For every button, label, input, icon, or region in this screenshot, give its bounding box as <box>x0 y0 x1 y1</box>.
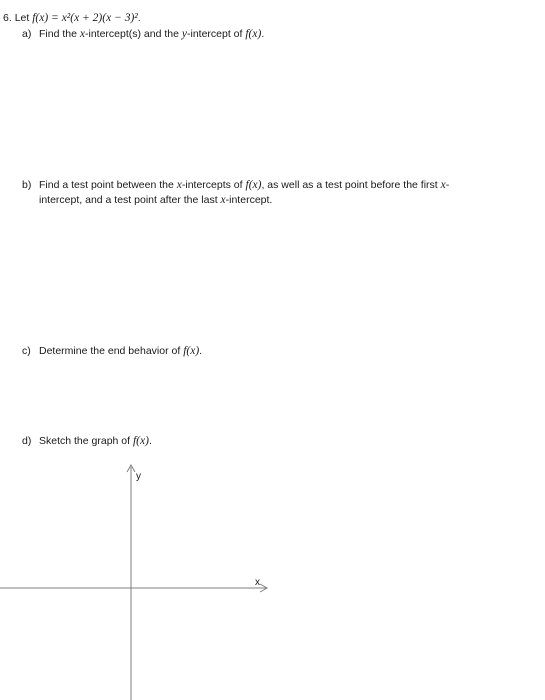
part-a-text-4: . <box>261 28 265 40</box>
problem-period: . <box>137 12 141 24</box>
problem-number: 6. <box>3 12 12 24</box>
y-axis-label: y <box>136 471 141 482</box>
part-d-marker: d) <box>22 435 32 447</box>
part-b-text-3: , as well as a test point before the first <box>261 179 438 191</box>
part-b-math-x-2: x <box>440 179 446 191</box>
part-b-marker: b) <box>22 179 32 191</box>
part-a-math-fx: f(x) <box>245 28 262 40</box>
part-c-text-2: . <box>199 345 203 357</box>
part-d-text-1: Sketch the graph of <box>39 435 131 447</box>
part-b-text-2: -intercepts of <box>181 179 243 191</box>
part-b-math-fx: f(x) <box>245 179 262 191</box>
part-b-text-5: intercept, and a test point after the last <box>39 194 218 206</box>
part-d-text-2: . <box>148 435 152 447</box>
part-a-text-2: -intercept(s) and the <box>84 28 179 40</box>
part-b-text-6: -intercept. <box>225 194 273 206</box>
problem-lead-text: Let <box>14 12 30 24</box>
function-definition: f(x) = x²(x + 2)(x − 3)² <box>32 12 138 24</box>
part-c-marker: c) <box>22 345 31 357</box>
part-a-text-3: -intercept of <box>186 28 243 40</box>
part-c-text-1: Determine the end behavior of <box>39 345 181 357</box>
part-a-math-y: y <box>181 28 187 40</box>
part-a-marker: a) <box>22 28 32 40</box>
part-a-math-x: x <box>79 28 85 40</box>
part-b-math-x-3: x <box>220 194 226 206</box>
part-b-math-x-1: x <box>176 179 182 191</box>
part-a-text-1: Find the <box>39 28 77 40</box>
x-axis-label: x <box>255 577 260 588</box>
part-c-math-fx: f(x) <box>183 345 200 357</box>
part-d-math-fx: f(x) <box>132 435 149 447</box>
part-b-text-4: - <box>445 179 450 191</box>
part-b-text-1: Find a test point between the <box>39 179 174 191</box>
